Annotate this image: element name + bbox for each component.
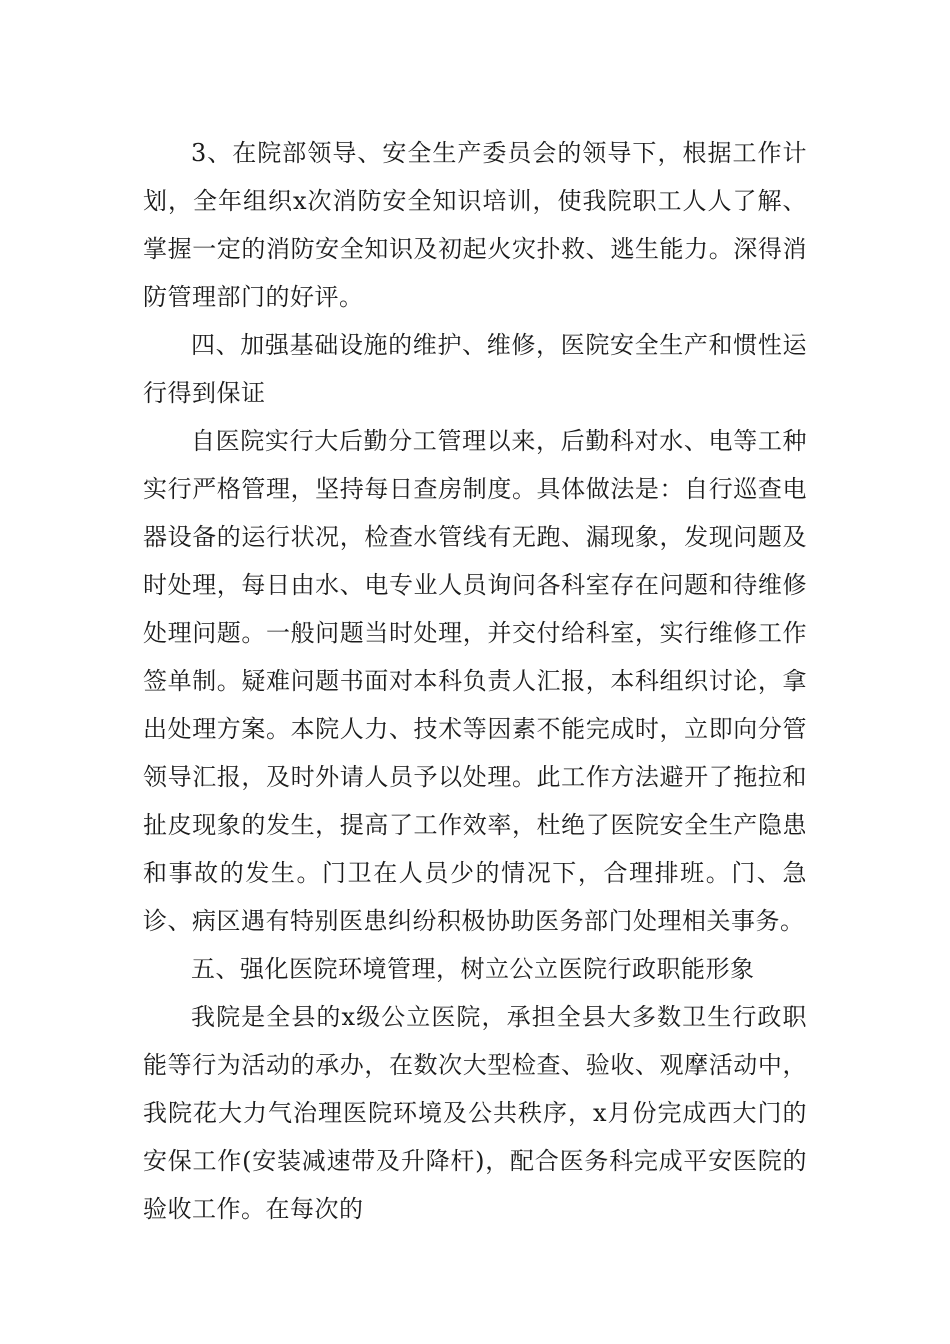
section-heading-four: 四、加强基础设施的维护、维修，医院安全生产和惯性运行得到保证 bbox=[143, 331, 807, 407]
paragraph-hospital-environment: 我院是全县的x级公立医院，承担全县大多数卫生行政职能等行为活动的承办，在数次大型检查、验收、观摩活动中，我院花大力气治理医院环境及公共秩序，x月份完成西大门的安保工作(安装减速带及升降杆)，配合医务科完成平安医院的验收工作。在每次的 bbox=[143, 1003, 807, 1223]
paragraph-fire-safety-training: 3、在院部领导、安全生产委员会的领导下，根据工作计划，全年组织x次消防安全知识培训，使我院职工人人了解、掌握一定的消防安全知识及初起火灾扑救、逃生能力。深得消防管理部门的好评。 bbox=[143, 139, 807, 311]
document-body bbox=[143, 129, 807, 1233]
paragraph-logistics-management: 自医院实行大后勤分工管理以来，后勤科对水、电等工种实行严格管理，坚持每日查房制度。具体做法是：自行巡查电器设备的运行状况，检查水管线有无跑、漏现象，发现问题及时处理，每日由水、电专业人员询问各科室存在问题和待维修处理问题。一般问题当时处理，并交付给科室，实行维修工作签单制。疑难问题书面对本科负责人汇报，本科组织讨论，拿出处理方案。本院人力、技术等因素不能完成时，立即向分管领导汇报，及时外请人员予以处理。此工作方法避开了拖拉和扯皮现象的发生，提高了工作效率，杜绝了医院安全生产隐患和事故的发生。门卫在人员少的情况下，合理排班。门、急诊、病区遇有特别医患纠纷积极协助医务部门处理相关事务。 bbox=[143, 427, 807, 935]
section-heading-five: 五、强化医院环境管理，树立公立医院行政职能形象 bbox=[191, 955, 755, 983]
